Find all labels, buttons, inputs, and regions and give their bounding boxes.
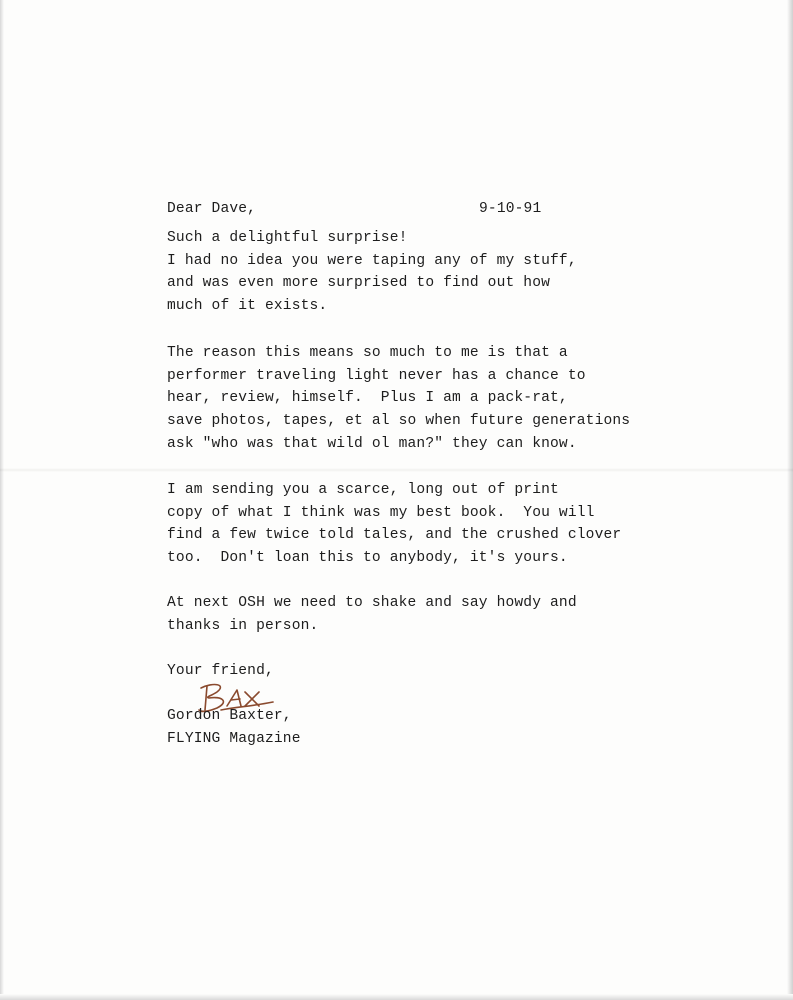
paragraph-line: At next OSH we need to shake and say howdy and [167,595,577,611]
paragraph-line: hear, review, himself. Plus I am a pack-rat, [167,390,568,407]
paragraph-line: save photos, tapes, et al so when future generations [167,413,631,430]
paragraph-2 [167,342,630,456]
paragraph-line: too. Don't loan this to anybody, it's yours. [167,550,568,567]
paragraph-4 [167,592,577,637]
paragraph-line: thanks in person. [167,617,319,634]
paragraph-line: copy of what I think was my best book. You will [167,504,595,521]
paragraph-line: ask "who was that wild ol man?" they can know. [167,435,577,452]
fold-crease [0,468,793,472]
paper-right-edge [787,0,793,1000]
paragraph-1 [167,227,577,318]
paper-left-edge [0,0,4,1000]
paragraph-line: I am sending you a scarce, long out of print [167,482,559,498]
paragraph-line: much of it exists. [167,298,328,315]
letter-date: 9-10-91 [479,201,542,217]
signer-name: Gordon Baxter, [167,708,292,724]
paragraph-line: The reason this means so much to me is that a [167,345,568,361]
paragraph-line: I had no idea you were taping any of my stuff, [167,252,577,269]
greeting: Dear Dave, [167,201,257,217]
paragraph-line: performer traveling light never has a chance to [167,367,586,384]
paragraph-line: Such a delightful surprise! [167,230,408,246]
paragraph-line: and was even more surprised to find out how [167,275,551,292]
closing: Your friend, [167,663,274,679]
paragraph-3 [167,479,621,570]
paper-bottom-edge [0,994,793,1000]
signer-title: FLYING Magazine [167,731,301,747]
paragraph-line: find a few twice told tales, and the crushed clover [167,527,622,544]
